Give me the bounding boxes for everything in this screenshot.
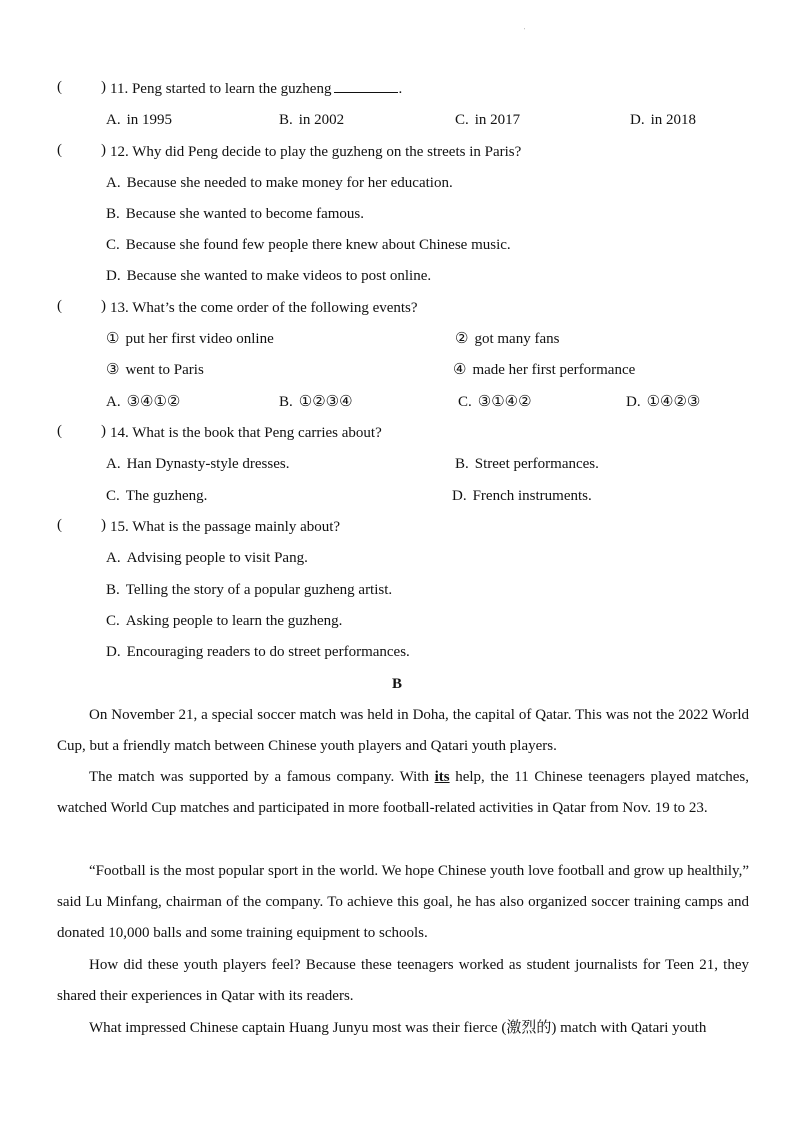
- top-mark: ': [524, 28, 526, 34]
- answer-paren-close: ): [101, 142, 106, 158]
- answer-paren-close: ): [101, 517, 106, 533]
- option-b: B. Because she wanted to become famous.: [106, 206, 365, 222]
- answer-blank: [334, 80, 398, 93]
- option-a: A. ③④①②: [106, 394, 181, 410]
- underlined-word: its: [434, 769, 450, 785]
- option-b: B. Telling the story of a popular guzheng artist.: [106, 582, 393, 598]
- option-b: B. Street performances.: [455, 456, 599, 472]
- stem-end: .: [398, 81, 403, 97]
- question-stem: 12. Why did Peng decide to play the guzheng on the streets in Paris?: [110, 144, 522, 160]
- answer-paren-open: (: [57, 423, 62, 439]
- question-stem: 13. What’s the come order of the following events?: [110, 300, 418, 316]
- event-2: ② got many fans: [455, 331, 560, 347]
- option-d: D. in 2018: [630, 112, 697, 128]
- paragraph-5: What impressed Chinese captain Huang Junyu most was their fierce (激烈的) match with Qatari youth: [89, 1020, 707, 1036]
- option-d: D. ①④②③: [626, 394, 701, 410]
- option-d: D. Encouraging readers to do street performances.: [106, 644, 410, 660]
- answer-paren-open: (: [57, 142, 62, 158]
- section-heading: B: [391, 676, 402, 692]
- question-stem: 11. Peng started to learn the guzheng: [110, 81, 332, 97]
- option-b: B. ①②③④: [279, 394, 353, 410]
- paragraph-4: How did these youth players feel? Because these teenagers worked as student journalists for Teen 21, they shared their experiences in Qatar with its readers.: [57, 957, 749, 1004]
- option-a: A. in 1995: [106, 112, 173, 128]
- question-stem: 15. What is the passage mainly about?: [110, 519, 341, 535]
- event-4: ④ made her first performance: [453, 362, 636, 378]
- event-3: ③ went to Paris: [106, 362, 204, 378]
- answer-paren-open: (: [57, 517, 62, 533]
- option-c: C. in 2017: [455, 112, 521, 128]
- answer-paren-close: ): [101, 423, 106, 439]
- answer-paren-close: ): [101, 79, 106, 95]
- option-c: C. ③①④②: [458, 394, 532, 410]
- paragraph-1: On November 21, a special soccer match was held in Doha, the capital of Qatar. This was not the 2022 World Cup, but a friendly match between Chinese youth players and Qatari youth players.: [57, 707, 749, 754]
- option-c: C. The guzheng.: [106, 488, 208, 504]
- option-c: C. Asking people to learn the guzheng.: [106, 613, 343, 629]
- option-a: A. Because she needed to make money for her education.: [106, 175, 453, 191]
- option-a: A. Advising people to visit Pang.: [106, 550, 308, 566]
- option-d: D. French instruments.: [452, 488, 592, 504]
- option-c: C. Because she found few people there knew about Chinese music.: [106, 237, 511, 253]
- event-1: ① put her first video online: [106, 331, 274, 347]
- paragraph-2: The match was supported by a famous company. With its help, the 11 Chinese teenagers played matches, watched World Cup matches and participated in more football-related activities in Qatar from Nov. 19 to 23.: [57, 769, 749, 816]
- answer-paren-open: (: [57, 298, 62, 314]
- question-stem: 14. What is the book that Peng carries about?: [110, 425, 382, 441]
- paragraph-3: “Football is the most popular sport in the world. We hope Chinese youth love football and grow up healthily,” said Lu Minfang, chairman of the company. To achieve this goal, he has also organized soccer training camps and donated 10,000 balls and some training equipment to schools.: [57, 863, 749, 941]
- answer-paren-open: (: [57, 79, 62, 95]
- answer-paren-close: ): [101, 298, 106, 314]
- option-b: B. in 2002: [279, 112, 345, 128]
- option-d: D. Because she wanted to make videos to post online.: [106, 268, 432, 284]
- option-a: A. Han Dynasty-style dresses.: [106, 456, 290, 472]
